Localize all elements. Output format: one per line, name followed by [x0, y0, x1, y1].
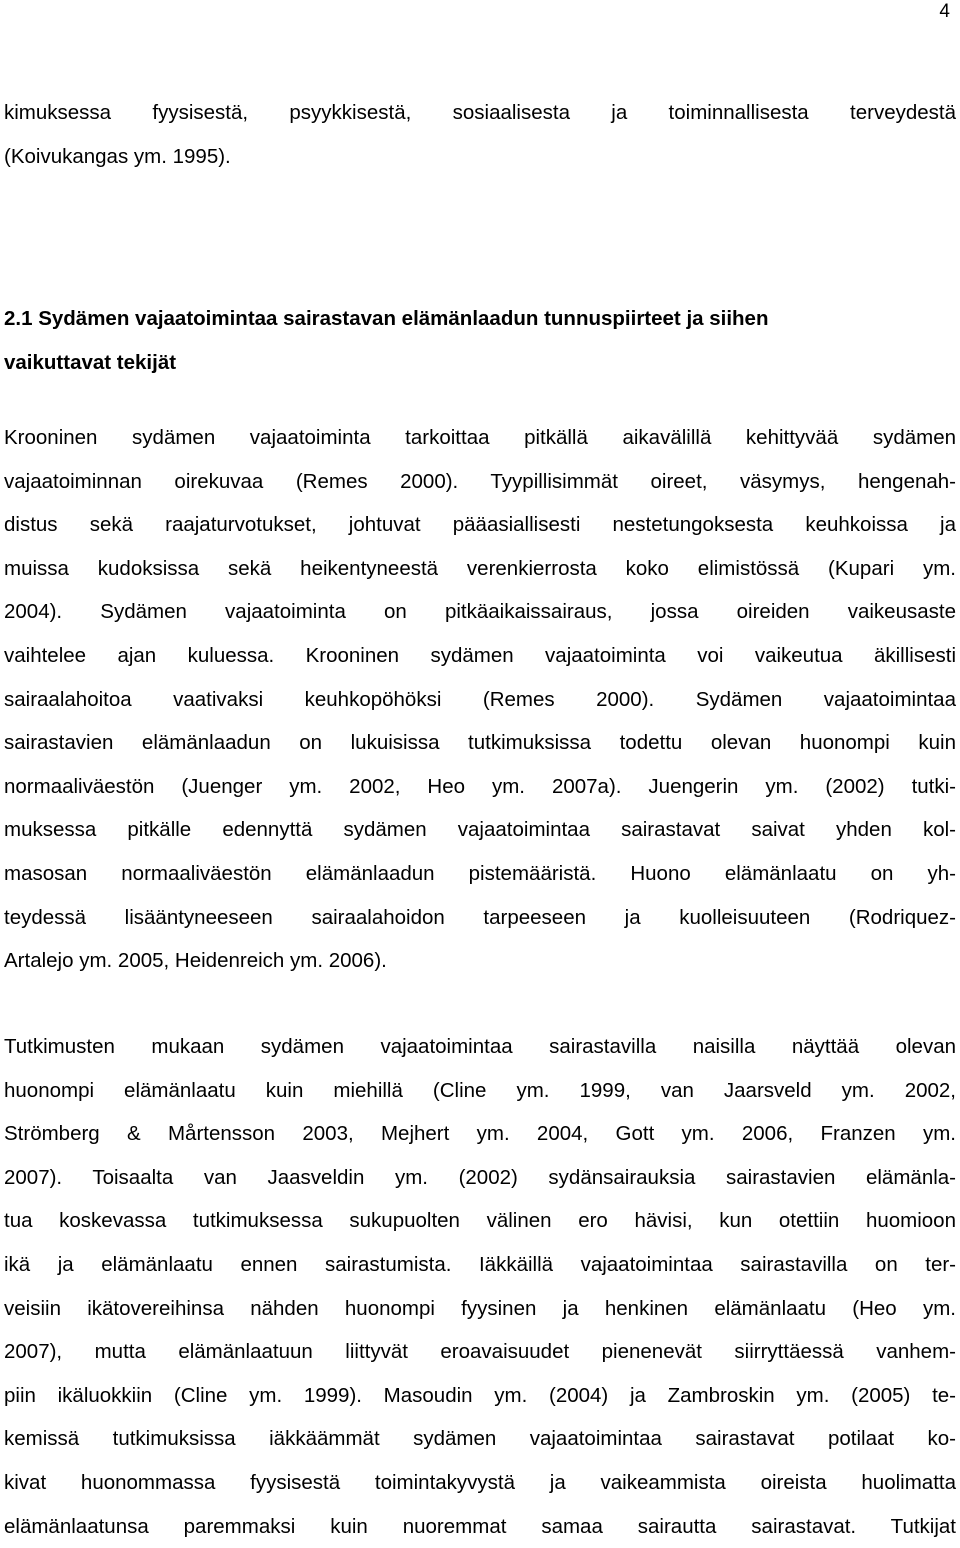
section-heading	[4, 297, 956, 385]
text-line: (Koivukangas ym. 1995).	[4, 144, 231, 168]
text-line: Tutkimusten mukaan sydämen vajaatoimintaa sairastavilla naisilla näyttää olevan	[4, 1035, 956, 1058]
text-line: normaaliväestön (Juenger ym. 2002, Heo ym. 2007a). Juengerin ym. (2002) tutki-	[4, 774, 956, 798]
text-line: Strömberg & Mårtensson 2003, Mejhert ym. 2004, Gott ym. 2006, Franzen ym.	[4, 1122, 956, 1146]
text-line: tua koskevassa tutkimuksessa sukupuolten välinen ero hävisi, kun otettiin huomioon	[4, 1209, 956, 1233]
text-line: sairastavien elämänlaadun on lukuisissa tutkimuksissa todettu olevan huonompi kuin	[4, 731, 956, 755]
text-line: masosan normaaliväestön elämänlaadun pistemääristä. Huono elämänlaatu on yh-	[4, 861, 956, 885]
text-line: 2004). Sydämen vajaatoiminta on pitkäaikaissairaus, jossa oireiden vaikeusaste	[4, 600, 956, 624]
paragraph-heart-failure	[4, 416, 956, 983]
text-line: muissa kudoksissa sekä heikentyneestä verenkierrosta koko elimistössä (Kupari ym.	[4, 556, 956, 580]
text-line: kivat huonommassa fyysisestä toimintakyvystä ja vaikeammista oireista huolimatta	[4, 1470, 956, 1494]
text-line: ikä ja elämänlaatu ennen sairastumista. Iäkkäillä vajaatoimintaa sairastavilla on ter-	[4, 1252, 956, 1276]
heading-line: 2.1 Sydämen vajaatoimintaa sairastavan elämänlaadun tunnuspiirteet ja siihen	[4, 307, 769, 330]
paragraph-intro-continuation	[4, 91, 956, 178]
heading-line: vaikuttavat tekijät	[4, 351, 177, 374]
page-number: 4	[939, 1, 950, 22]
text-line: 2007). Toisaalta van Jaasveldin ym. (2002) sydänsairauksia sairastavien elämänla-	[4, 1165, 956, 1189]
text-line: kemissä tutkimuksissa iäkkäämmät sydämen vajaatoimintaa sairastavat potilaat ko-	[4, 1427, 956, 1451]
text-line: muksessa pitkälle edennyttä sydämen vajaatoimintaa sairastavat saivat yhden kol-	[4, 818, 956, 842]
paragraph-gender-age	[4, 1025, 956, 1548]
text-line: huonompi elämänlaatu kuin miehillä (Cline ym. 1999, van Jaarsveld ym. 2002,	[4, 1078, 956, 1102]
text-line: elämänlaatunsa paremmaksi kuin nuoremmat samaa sairautta sairastavat. Tutkijat	[4, 1514, 956, 1538]
text-line: piin ikäluokkiin (Cline ym. 1999). Masoudin ym. (2004) ja Zambroskin ym. (2005) te-	[4, 1383, 956, 1407]
text-line: vaihtelee ajan kuluessa. Krooninen sydämen vajaatoiminta voi vaikeutua äkillisesti	[4, 643, 956, 667]
text-line: sairaalahoitoa vaativaksi keuhkopöhöksi (Remes 2000). Sydämen vajaatoimintaa	[4, 687, 956, 711]
text-line: Artalejo ym. 2005, Heidenreich ym. 2006).	[4, 949, 387, 973]
text-line: vajaatoiminnan oirekuvaa (Remes 2000). Tyypillisimmät oireet, väsymys, hengenah-	[4, 469, 956, 493]
text-line: kimuksessa fyysisestä, psyykkisestä, sosiaalisesta ja toiminnallisesta terveydestä	[4, 101, 956, 124]
text-line: veisiin ikätovereihinsa nähden huonompi fyysinen ja henkinen elämänlaatu (Heo ym.	[4, 1296, 956, 1320]
text-line: teydessä lisääntyneeseen sairaalahoidon tarpeeseen ja kuolleisuuteen (Rodriquez-	[4, 905, 956, 929]
text-line: Krooninen sydämen vajaatoiminta tarkoittaa pitkällä aikavälillä kehittyvää sydämen	[4, 426, 956, 449]
text-line: distus sekä raajaturvotukset, johtuvat pääasiallisesti nestetungoksesta keuhkoissa ja	[4, 513, 956, 537]
text-line: 2007), mutta elämänlaatuun liittyvät eroavaisuudet pienenevät siirryttäessä vanhem-	[4, 1340, 956, 1364]
